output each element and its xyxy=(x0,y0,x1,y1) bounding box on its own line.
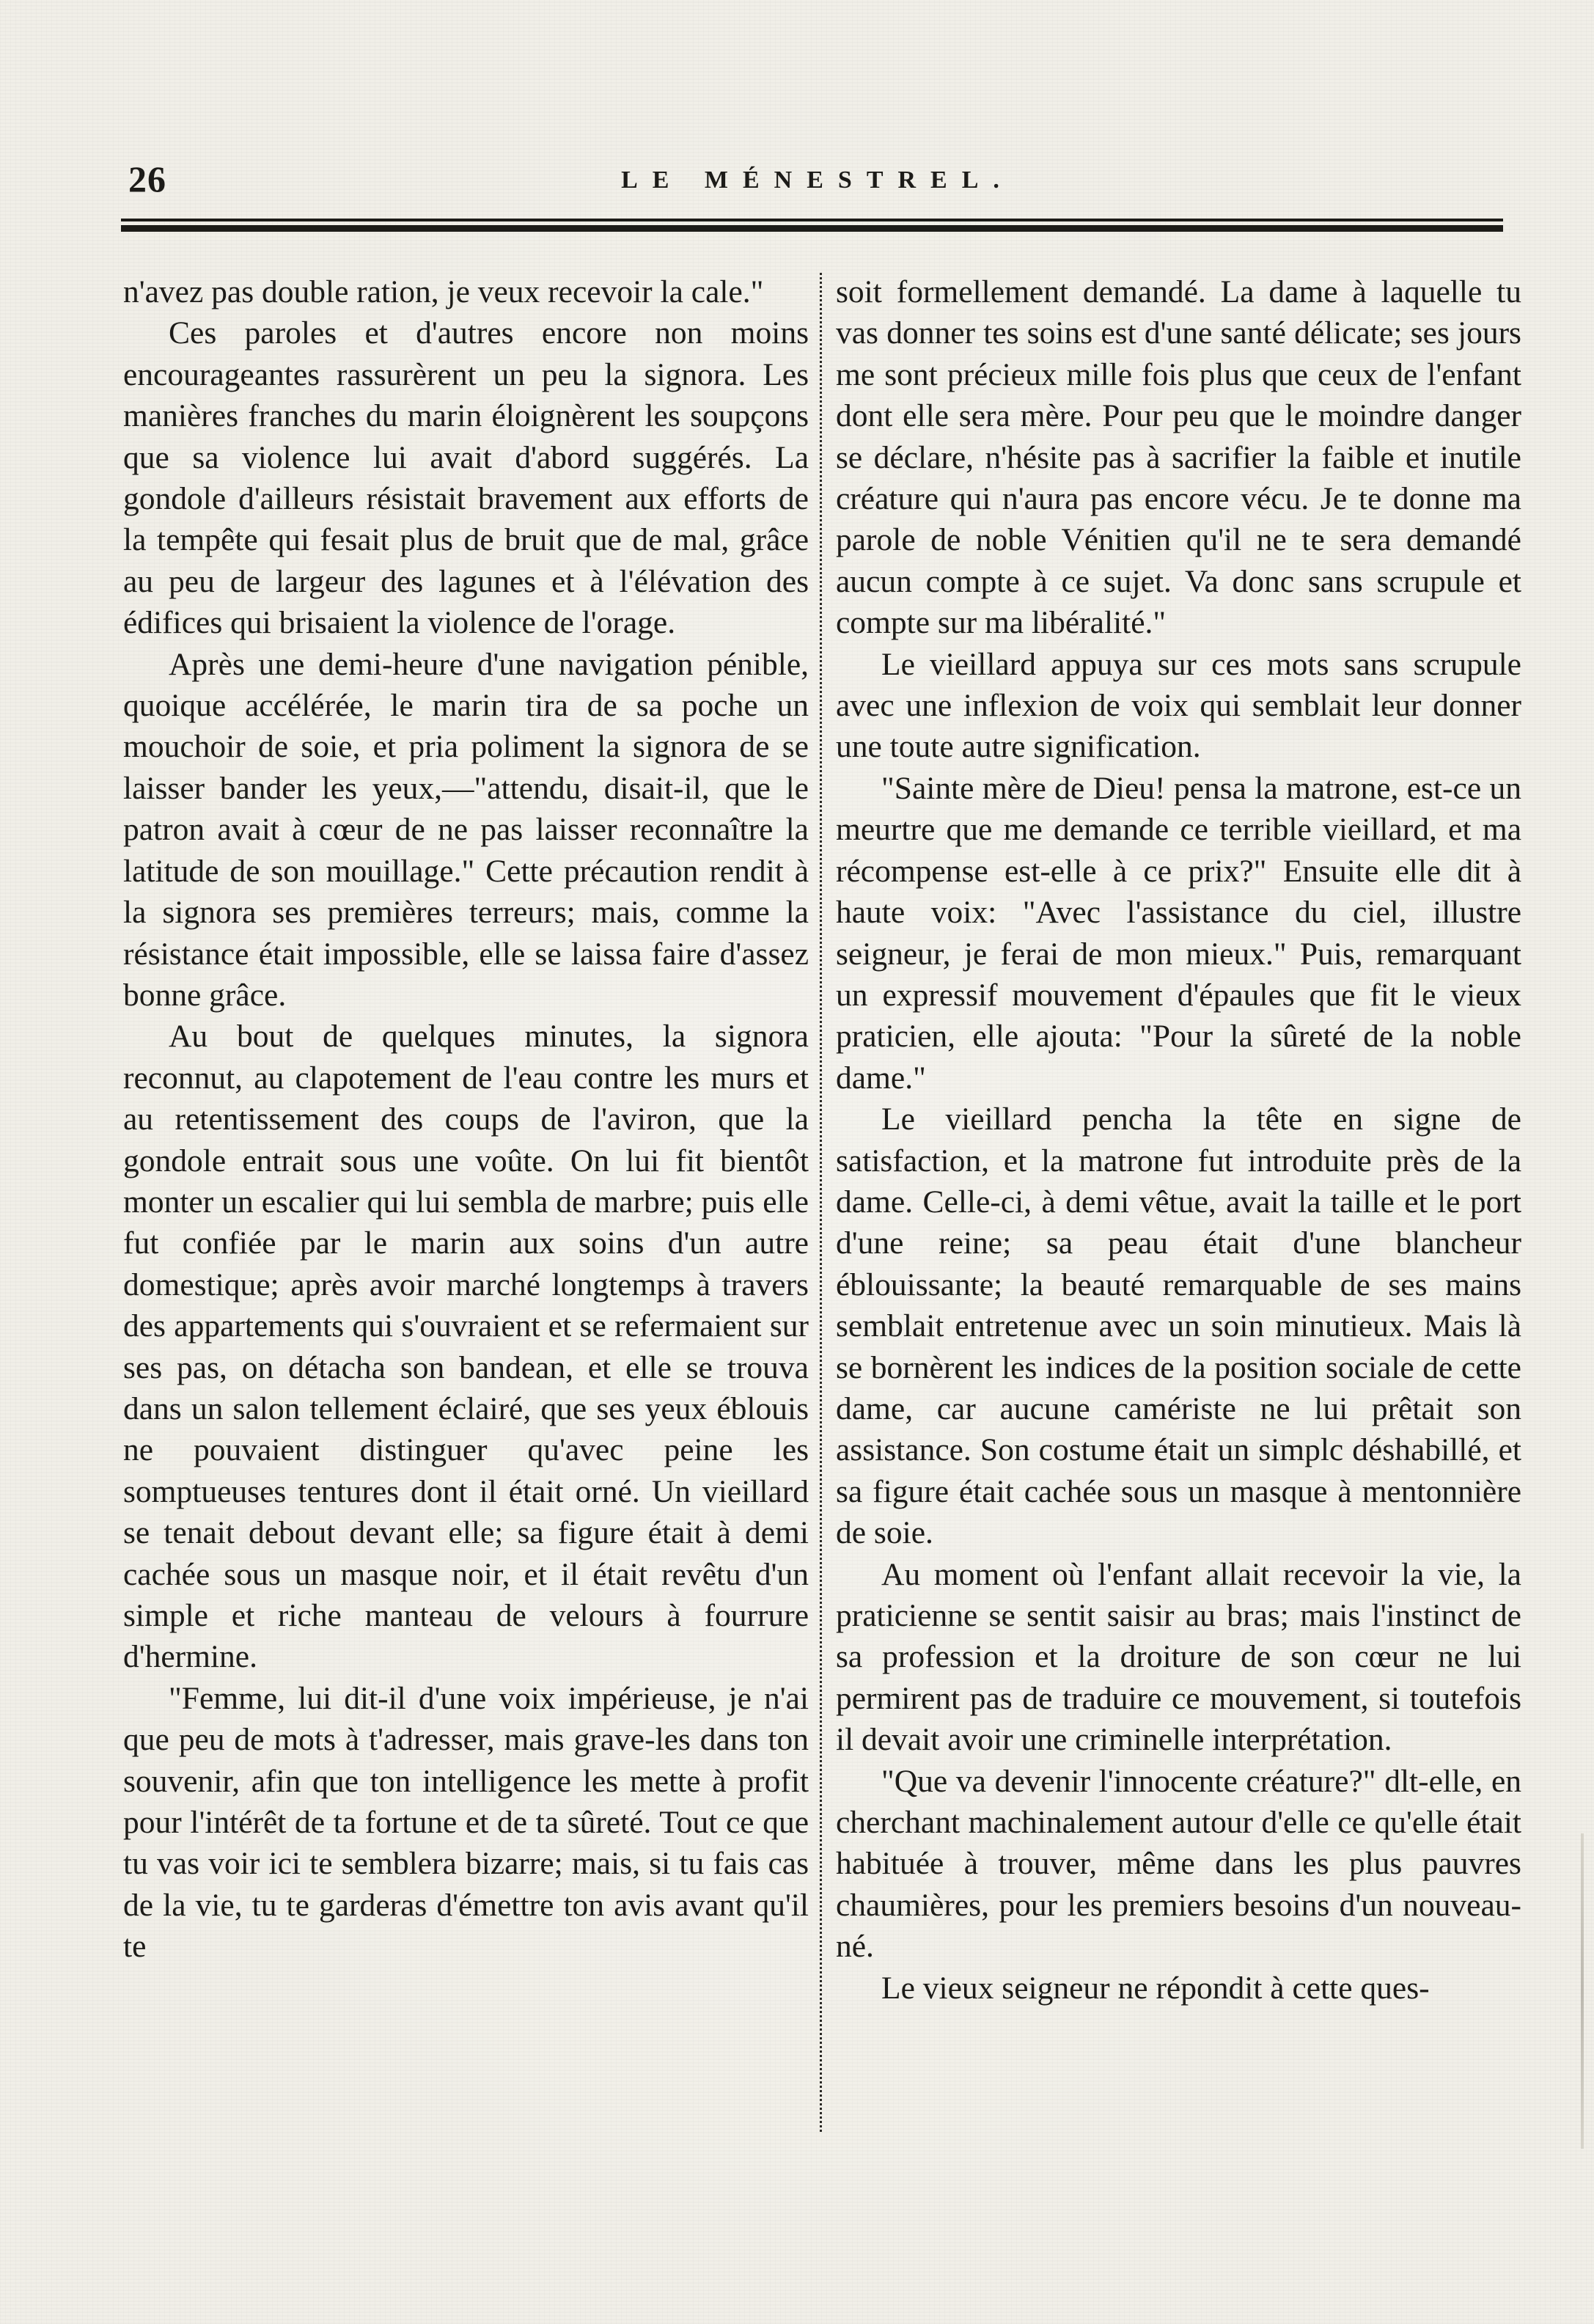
paragraph: "Sainte mère de Dieu! pensa la matrone, est-ce un meurtre que me demande ce terrible vieillard, et ma récompense est-elle à ce prix?" Ensuite elle dit à haute voix: "Avec l'assistance du ciel, illustre seigneur, je ferai de mon mieux." Puis, remarquant un expressif mouvement d'épaules que fit le vieux praticien, elle ajouta: "Pour la sûreté de la noble dame." xyxy=(836,770,1521,1096)
page-edge-shadow xyxy=(1581,1833,1584,2149)
header-double-rule xyxy=(121,219,1503,232)
paragraph: Ces paroles et d'autres encore non moins encourageantes rassurèrent un peu la signora. Les manières franches du marin éloignèrent les soupçons que sa violence lui avait d'abord suggérés. La gondole d'ailleurs résistait bravement aux efforts de la tempête qui fesait plus de bruit que de mal, grâce au peu de largeur des lagunes et à l'élévation des édifices qui brisaient la violence de l'orage. xyxy=(123,315,809,641)
left-column xyxy=(123,271,809,2134)
right-column xyxy=(836,271,1521,2134)
paragraph: Après une demi-heure d'une navigation pénible, quoique accélérée, le marin tira de sa poche un mouchoir de soie, et pria poliment la signora de se laisser bander les yeux,—"attendu, disait-il, que le patron avait à cœur de ne pas laisser reconnaître la latitude de son mouillage." Cette précaution rendit à la signora ses premières terreurs; mais, comme la résistance était impossible, elle se laissa faire d'assez bonne grâce. xyxy=(123,646,809,1013)
paragraph: Le vieux seigneur ne répondit à cette ques- xyxy=(881,1970,1430,2006)
running-title: LE MÉNESTREL. xyxy=(621,166,1014,194)
paragraph: Au moment où l'enfant allait recevoir la vie, la praticienne se sentit saisir au bras; mais l'instinct de sa profession et la droiture de son cœur ne lui permirent pas de traduire ce mouvement, si toutefois il devait avoir une criminelle interprétation. xyxy=(836,1556,1521,1758)
page-number: 26 xyxy=(128,158,166,199)
paragraph: Au bout de quelques minutes, la signora reconnut, au clapotement de l'eau contre les murs et au retentissement des coups de l'aviron, que la gondole entrait sous une voûte. On lui fit bientôt monter un escalier qui lui sembla de marbre; puis elle fut confiée par le marin aux soins d'un autre domestique; après avoir marché longtemps à travers des appartements qui s'ouvraient et se refermaient sur ses pas, on détacha son bandean, et elle se trouva dans un salon tellement éclairé, que ses yeux éblouis ne pouvaient distinguer qu'avec peine les somptueuses tentures dont il était orné. Un vieillard se tenait debout devant elle; sa figure était à demi cachée sous un masque noir, et il était revêtu d'un simple et riche manteau de velours à fourrure d'hermine. xyxy=(123,1019,809,1675)
paragraph: "Femme, lui dit-il d'une voix impérieuse, je n'ai que peu de mots à t'adresser, mais grave-les dans ton souvenir, afin que ton intelligence les mette à profit pour l'intérêt de ta fortune et de ta sûreté. Tout ce que tu vas voir ici te semblera bizarre; mais, si tu fais cas de la vie, tu te garderas d'émettre ton avis avant qu'il te xyxy=(123,1680,809,1965)
paragraph: Le vieillard pencha la tête en signe de satisfaction, et la matrone fut introduite près de la dame. Celle-ci, à demi vêtue, avait la taille et le port d'une reine; sa peau était d'une blancheur éblouissante; la beauté remarquable de ses mains semblait entretenue avec un soin minutieux. Mais là se bornèrent les indices de la position sociale de cette dame, car aucune camériste ne lui prêtait son assistance. Son costume était un simplc déshabillé, et sa figure était cachée sous un masque à mentonnière de soie. xyxy=(836,1101,1521,1551)
paragraph: n'avez pas double ration, je veux recevoir la cale." xyxy=(123,274,764,309)
page-header xyxy=(128,158,1507,209)
column-divider xyxy=(820,273,822,2132)
paragraph: "Que va devenir l'innocente créature?" dlt-elle, en cherchant machinalement autour d'elle ce qu'elle était habituée à trouver, même dans les plus pauvres chaumières, pour les premiers besoins d'un nouveau-né. xyxy=(836,1763,1521,1965)
paragraph: Le vieillard appuya sur ces mots sans scrupule avec une inflexion de voix qui semblait leur donner une toute autre signification. xyxy=(836,646,1521,765)
paragraph: soit formellement demandé. La dame à laquelle tu vas donner tes soins est d'une santé délicate; ses jours me sont précieux mille fois plus que ceux de l'enfant dont elle sera mère. Pour peu que le moindre danger se déclare, n'hésite pas à sacrifier la faible et inutile créature qui n'aura pas encore vécu. Je te donne ma parole de noble Vénitien qu'il ne te sera demandé aucun compte à ce sujet. Va donc sans scrupule et compte sur ma libéralité." xyxy=(836,274,1521,641)
